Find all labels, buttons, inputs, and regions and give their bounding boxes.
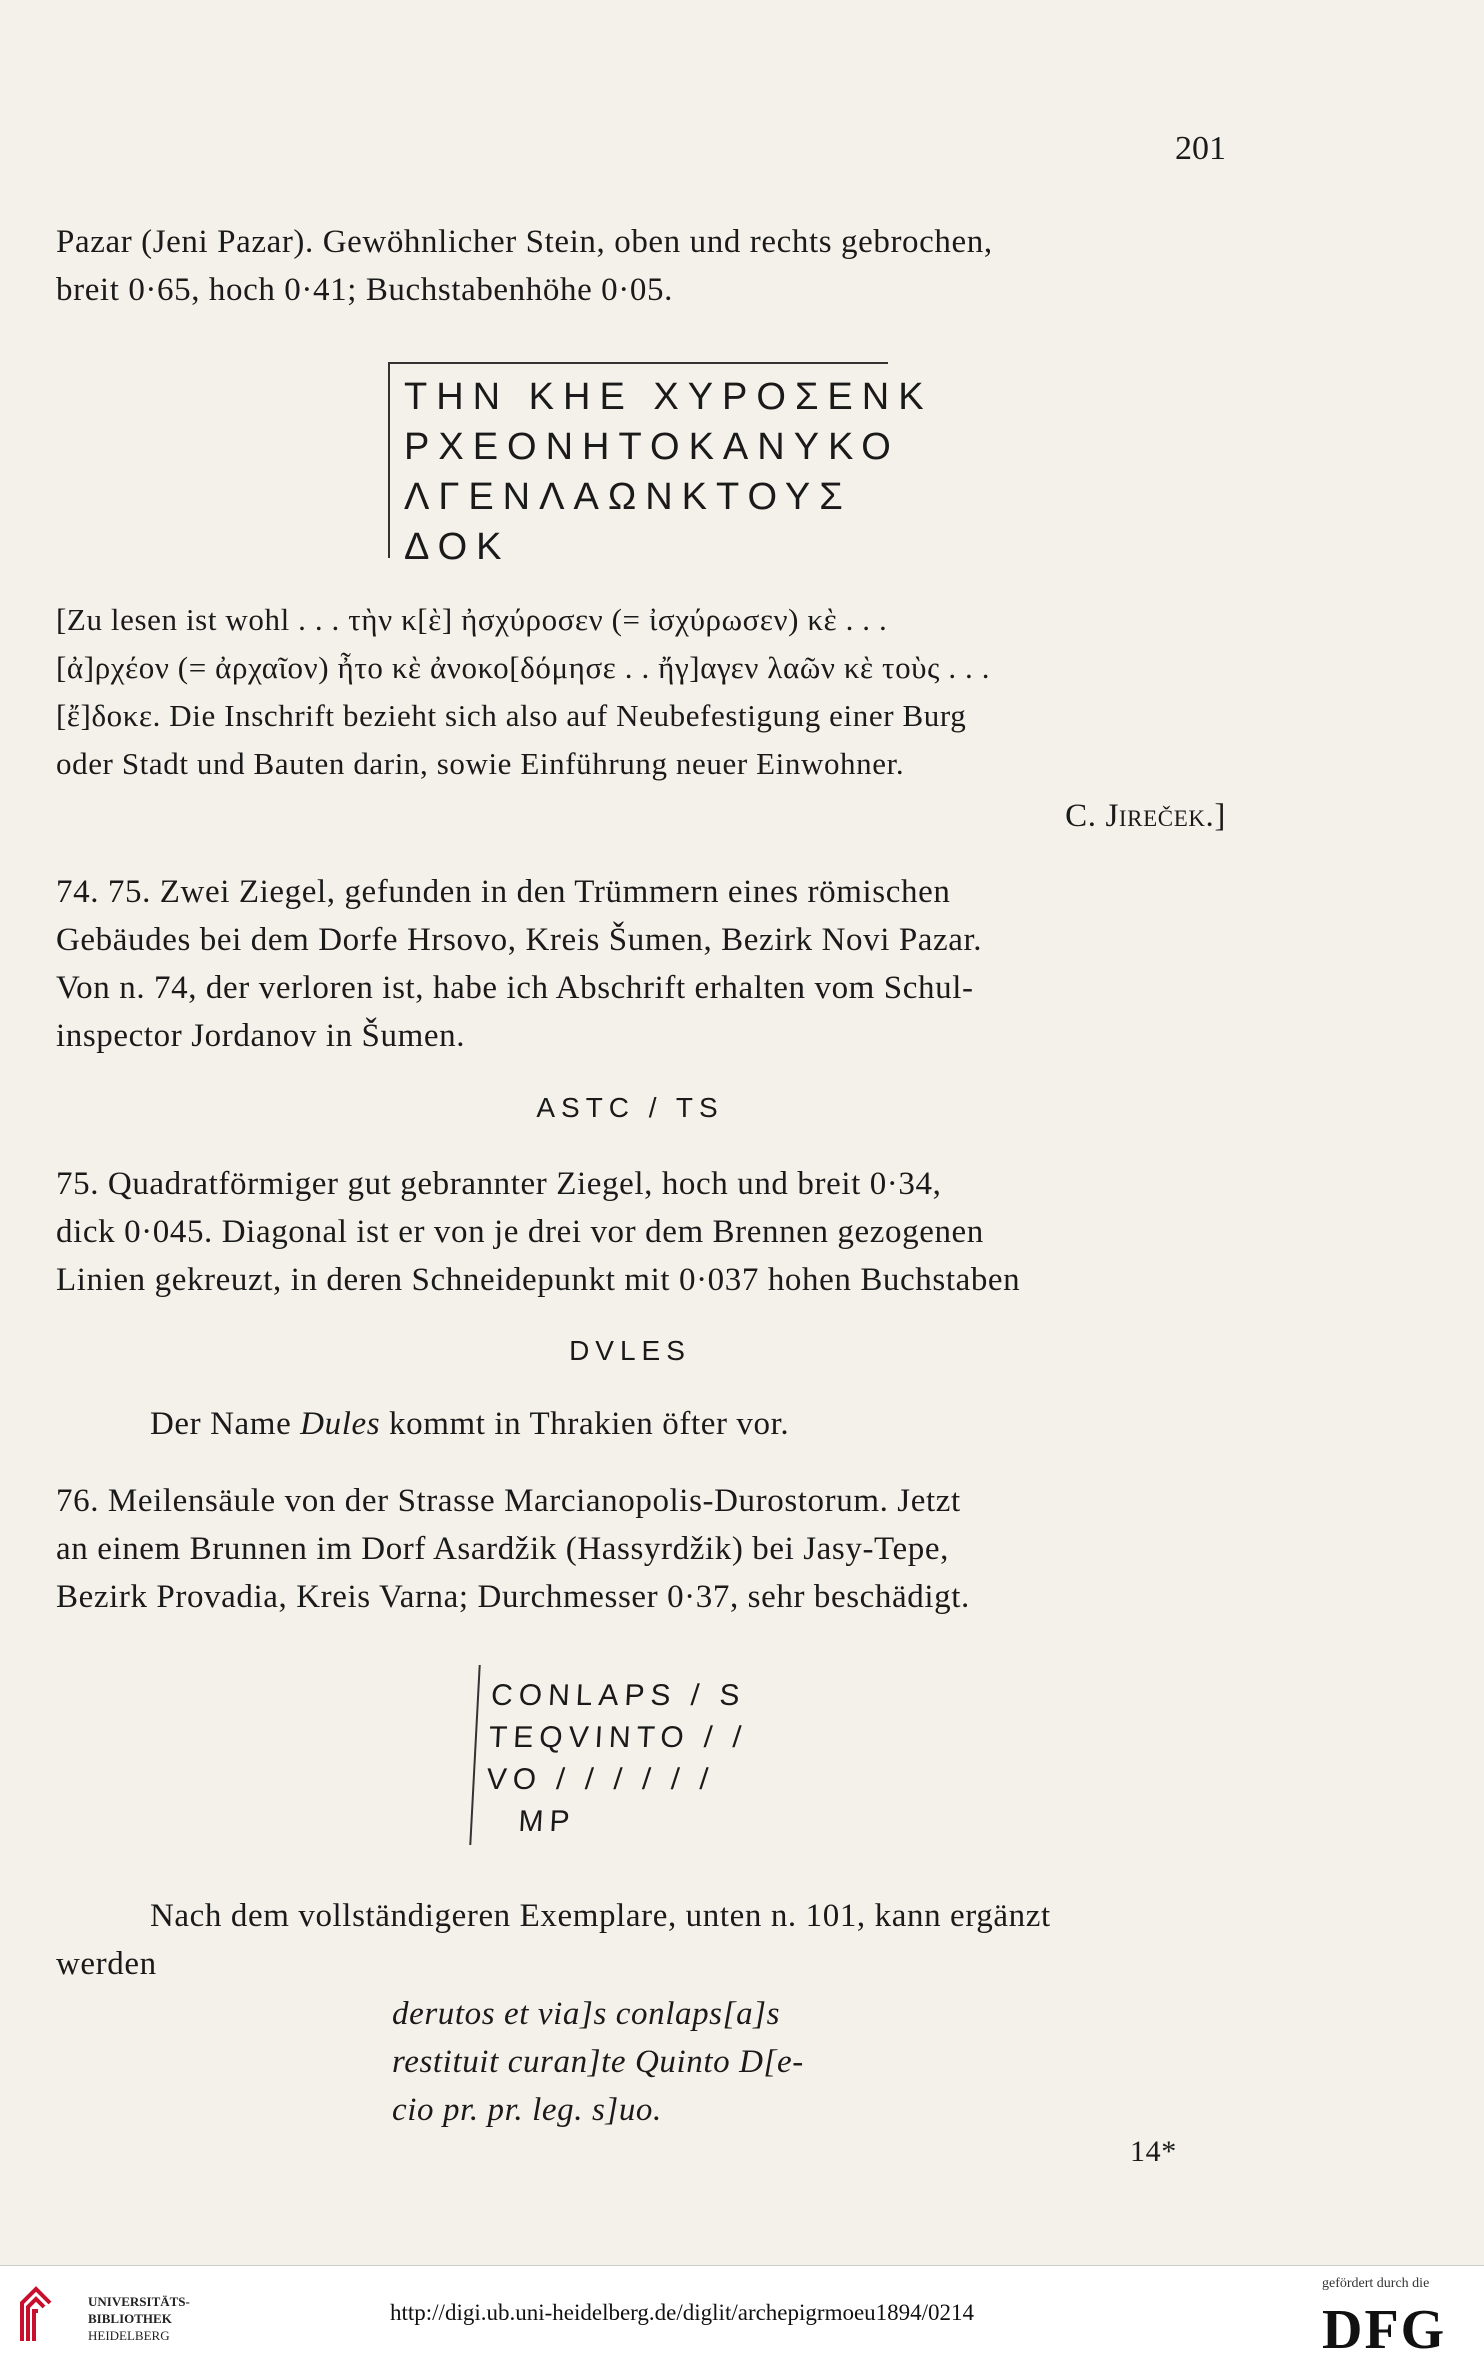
text-span: Der Name bbox=[150, 1406, 301, 1442]
library-line: UNIVERSITÄTS- bbox=[88, 2294, 190, 2309]
text-line: cio pr. pr. leg. s]uo. bbox=[392, 2092, 662, 2128]
text-line: oder Stadt und Bauten darin, sowie Einführung neuer Einwohner. bbox=[56, 746, 905, 781]
inscription-greek bbox=[388, 362, 933, 568]
text-line: 75. Quadratförmiger gut gebrannter Ziegel, hoch und breit 0·34, bbox=[56, 1166, 942, 1202]
italic-name: Dules bbox=[300, 1406, 381, 1442]
library-line: BIBLIOTHEK bbox=[88, 2311, 172, 2326]
text-line: Gebäudes bei dem Dorfe Hrsovo, Kreis Šumen, Bezirk Novi Pazar. bbox=[56, 922, 983, 958]
text-line: restituit curan]te Quinto D[e- bbox=[392, 2044, 804, 2080]
text-line: an einem Brunnen im Dorf Asardžik (Hassyrdžik) bei Jasy-Tepe, bbox=[56, 1531, 949, 1567]
inscription-line: ΛΓΕΝΛΑΩΝΚΤΟΥΣ bbox=[404, 476, 852, 518]
library-logo-icon bbox=[16, 2281, 56, 2345]
text-line: inspector Jordanov in Šumen. bbox=[56, 1018, 466, 1054]
brick-stamp-74: ASTC / TS bbox=[536, 1092, 724, 1123]
inscription-line: TEQVINTO / / bbox=[488, 1721, 748, 1754]
restoration-text bbox=[392, 1990, 992, 2134]
paragraph-commentary bbox=[56, 596, 1226, 788]
paragraph-supplement bbox=[56, 1892, 1226, 1988]
dfg-logo: DFG bbox=[1322, 2299, 1447, 2361]
inscription-line: CONLAPS / S bbox=[490, 1679, 747, 1712]
inscription-line: MP bbox=[517, 1805, 577, 1838]
text-line: breit 0·65, hoch 0·41; Buchstabenhöhe 0·05. bbox=[56, 272, 673, 308]
paragraph-dules bbox=[150, 1400, 1150, 1448]
library-line: HEIDELBERG bbox=[88, 2328, 170, 2343]
inscription-line: ΡΧΕΟΝΗΤΟΚΑΝΥΚΟ bbox=[404, 426, 900, 468]
text-line: Nach dem vollständigeren Exemplare, unten n. 101, kann ergänzt bbox=[150, 1898, 1051, 1934]
inscription-line: ΤΗΝ ΚΗΕ ΧΥΡΟΣΕΝΚ bbox=[404, 376, 933, 418]
signature-mark: 14* bbox=[1130, 2135, 1177, 2168]
inscription-line: ΔΟΚ bbox=[404, 526, 511, 568]
paragraph-75 bbox=[56, 1160, 1226, 1304]
author-signature: C. Jireček.] bbox=[1065, 798, 1226, 834]
inscription-milestone bbox=[469, 1665, 858, 1845]
text-span: kommt in Thrakien öfter vor. bbox=[380, 1406, 790, 1442]
permalink-url[interactable]: http://digi.ub.uni-heidelberg.de/diglit/archepigrmoeu1894/0214 bbox=[390, 2300, 975, 2325]
funding-note: gefördert durch die bbox=[1322, 2276, 1430, 2291]
paragraph-76 bbox=[56, 1477, 1226, 1621]
library-name bbox=[88, 2293, 190, 2344]
text-line: Pazar (Jeni Pazar). Gewöhnlicher Stein, oben und rechts gebrochen, bbox=[56, 224, 993, 260]
text-line: Bezirk Provadia, Kreis Varna; Durchmesser 0·37, sehr beschädigt. bbox=[56, 1579, 970, 1615]
paragraph-intro bbox=[56, 218, 1226, 314]
brick-stamp-75: DVLES bbox=[569, 1335, 691, 1366]
text-line: Von n. 74, der verloren ist, habe ich Abschrift erhalten vom Schul- bbox=[56, 970, 974, 1006]
text-line: 76. Meilensäule von der Strasse Marcianopolis-Durostorum. Jetzt bbox=[56, 1483, 961, 1519]
text-line: Linien gekreuzt, in deren Schneidepunkt mit 0·037 hohen Buchstaben bbox=[56, 1262, 1021, 1298]
text-line: 74. 75. Zwei Ziegel, gefunden in den Trümmern eines römischen bbox=[56, 874, 951, 910]
text-line: dick 0·045. Diagonal ist er von je drei vor dem Brennen gezogenen bbox=[56, 1214, 984, 1250]
inscription-line: VO / / / / / / bbox=[485, 1763, 715, 1796]
text-line: werden bbox=[56, 1946, 157, 1982]
paragraph-74-75 bbox=[56, 868, 1226, 1060]
text-line: [ἔ]δοκε. Die Inschrift bezieht sich also auf Neubefestigung einer Burg bbox=[56, 698, 967, 733]
text-line: derutos et via]s conlaps[a]s bbox=[392, 1996, 781, 2032]
text-line: [ἀ]ρχέον (= ἀρχαῖον) ἦτο κὲ ἀνοκο[δόμησε . . ἤγ]αγεν λαῶν κὲ τοὺς . . . bbox=[56, 650, 991, 685]
page-number: 201 bbox=[1175, 130, 1226, 167]
text-line: [Zu lesen ist wohl . . . τὴν κ[ὲ] ἠσχύροσεν (= ἰσχύρωσεν) κὲ . . . bbox=[56, 602, 888, 637]
